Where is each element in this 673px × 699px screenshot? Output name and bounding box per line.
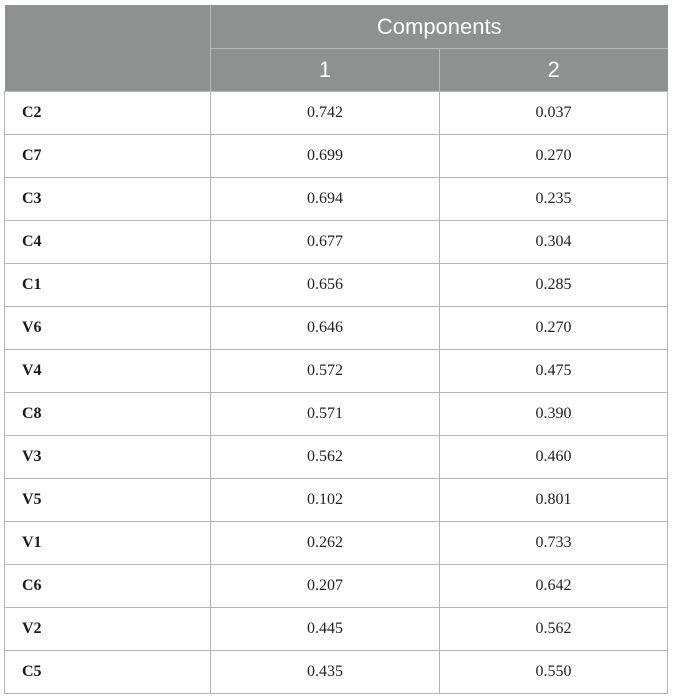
loading-value-cell: 0.037 <box>440 92 668 135</box>
loading-value-cell: 0.445 <box>211 608 440 651</box>
loading-value-cell: 0.733 <box>440 522 668 565</box>
table-row <box>5 651 668 694</box>
row-label-cell: C1 <box>5 264 211 307</box>
row-label-cell: V3 <box>5 436 211 479</box>
loading-value-cell: 0.677 <box>211 221 440 264</box>
loading-value-cell: 0.562 <box>211 436 440 479</box>
header-corner-cell <box>5 5 211 92</box>
components-group-header: Components <box>211 5 668 49</box>
loading-value-cell: 0.270 <box>440 307 668 350</box>
loading-value-cell: 0.562 <box>440 608 668 651</box>
loading-value-cell: 0.742 <box>211 92 440 135</box>
loading-value-cell: 0.694 <box>211 178 440 221</box>
row-label-cell: V5 <box>5 479 211 522</box>
component-loadings-table <box>4 5 668 694</box>
table-row <box>5 522 668 565</box>
table-row <box>5 307 668 350</box>
table-row <box>5 350 668 393</box>
row-label-cell: C2 <box>5 92 211 135</box>
loading-value-cell: 0.285 <box>440 264 668 307</box>
loading-value-cell: 0.646 <box>211 307 440 350</box>
loading-value-cell: 0.435 <box>211 651 440 694</box>
table-row <box>5 479 668 522</box>
loading-value-cell: 0.270 <box>440 135 668 178</box>
row-label-cell: C4 <box>5 221 211 264</box>
loading-value-cell: 0.235 <box>440 178 668 221</box>
loading-value-cell: 0.656 <box>211 264 440 307</box>
loading-value-cell: 0.571 <box>211 393 440 436</box>
table-row <box>5 135 668 178</box>
table-row <box>5 565 668 608</box>
table-row <box>5 393 668 436</box>
header-row-group <box>5 5 668 49</box>
table-row <box>5 436 668 479</box>
table-header <box>5 5 668 92</box>
loading-value-cell: 0.460 <box>440 436 668 479</box>
row-label-cell: C5 <box>5 651 211 694</box>
loading-value-cell: 0.207 <box>211 565 440 608</box>
loading-value-cell: 0.572 <box>211 350 440 393</box>
loading-value-cell: 0.699 <box>211 135 440 178</box>
table-row <box>5 264 668 307</box>
loading-value-cell: 0.801 <box>440 479 668 522</box>
row-label-cell: V2 <box>5 608 211 651</box>
table-row <box>5 92 668 135</box>
row-label-cell: V6 <box>5 307 211 350</box>
loading-value-cell: 0.475 <box>440 350 668 393</box>
row-label-cell: C7 <box>5 135 211 178</box>
loading-value-cell: 0.550 <box>440 651 668 694</box>
row-label-cell: V4 <box>5 350 211 393</box>
loadings-table-container <box>4 5 667 694</box>
loading-value-cell: 0.102 <box>211 479 440 522</box>
row-label-cell: V1 <box>5 522 211 565</box>
loading-value-cell: 0.262 <box>211 522 440 565</box>
loading-value-cell: 0.390 <box>440 393 668 436</box>
loading-value-cell: 0.304 <box>440 221 668 264</box>
row-label-cell: C6 <box>5 565 211 608</box>
table-body <box>5 92 668 694</box>
loading-value-cell: 0.642 <box>440 565 668 608</box>
column-header-1: 1 <box>211 49 440 92</box>
table-row <box>5 221 668 264</box>
table-row <box>5 608 668 651</box>
row-label-cell: C8 <box>5 393 211 436</box>
row-label-cell: C3 <box>5 178 211 221</box>
table-row <box>5 178 668 221</box>
column-header-2: 2 <box>440 49 668 92</box>
